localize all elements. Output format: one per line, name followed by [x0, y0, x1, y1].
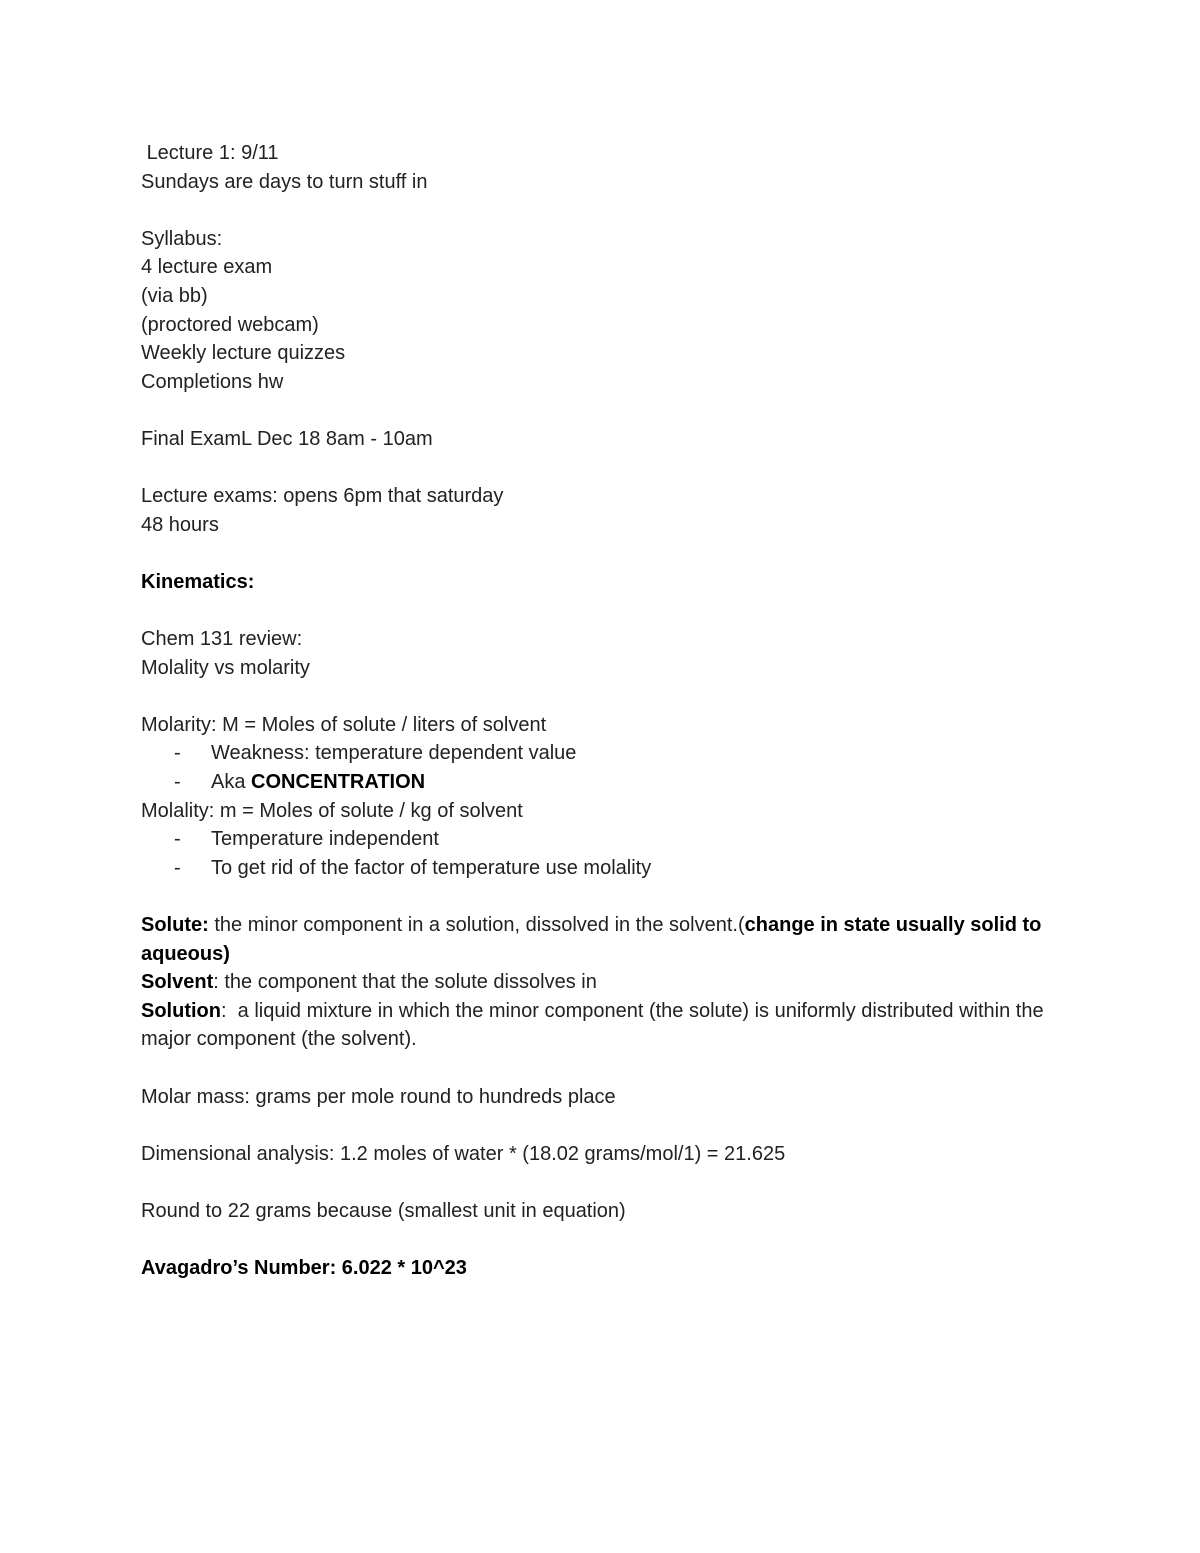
avogadro-line: Avagadro’s Number: 6.022 * 10^23 — [141, 1257, 467, 1280]
molarity-definition: Molarity: M = Moles of solute / liters of solvent — [141, 713, 547, 736]
dimensional-analysis-line: Dimensional analysis: 1.2 moles of water * (18.02 grams/mol/1) = 21.625 — [141, 1142, 786, 1165]
note-line: Weekly lecture quizzes — [141, 342, 346, 365]
bullet-dash: - — [174, 771, 181, 794]
solute-text: the minor component in a solution, dissolved in the solvent.( — [208, 914, 745, 937]
lecture-title: Lecture 1: 9/11 — [141, 142, 279, 164]
note-line: Chem 131 review: — [141, 628, 303, 651]
list-item — [141, 825, 1071, 854]
list-item — [141, 739, 1071, 768]
blank-line — [141, 196, 1071, 225]
blank-line — [141, 1054, 1071, 1083]
bullet-dash: - — [174, 828, 181, 851]
note-line: 48 hours — [141, 513, 219, 536]
document-page — [141, 139, 1071, 1283]
solute-definition — [141, 911, 1071, 968]
note-line: (via bb) — [141, 284, 208, 307]
solvent-label: Solvent — [141, 971, 214, 994]
blank-line — [141, 396, 1071, 425]
solute-bold-tail: change in state usually solid to aqueous) — [141, 914, 1047, 965]
syllabus-heading: Syllabus: — [141, 227, 223, 250]
list-item-text: Aka — [211, 771, 252, 794]
note-line: 4 lecture exam — [141, 256, 273, 279]
blank-line — [141, 1168, 1071, 1197]
rounding-line: Round to 22 grams because (smallest unit in equation) — [141, 1199, 626, 1222]
blank-line — [141, 1226, 1071, 1255]
solution-text: : a liquid mixture in which the minor component (the solute) is uniformly distributed within the major component (the solvent). — [141, 999, 1050, 1051]
list-item-text: Temperature independent — [211, 828, 439, 851]
list-item-text: Weakness: temperature dependent value — [211, 742, 577, 765]
note-line: Sundays are days to turn stuff in — [141, 170, 428, 193]
solvent-text: : the component that the solute dissolves in — [213, 971, 597, 994]
bullet-dash: - — [174, 742, 181, 765]
solute-label: Solute: — [141, 914, 209, 937]
blank-line — [141, 682, 1071, 711]
list-item — [141, 768, 1071, 797]
molarity-bullets — [141, 739, 1071, 796]
molality-definition: Molality: m = Moles of solute / kg of solvent — [141, 799, 523, 822]
blank-line — [141, 1111, 1071, 1140]
final-exam-line: Final ExamL Dec 18 8am - 10am — [141, 427, 433, 450]
solution-label: Solution — [141, 999, 221, 1022]
blank-line — [141, 597, 1071, 626]
note-line: (proctored webcam) — [141, 313, 319, 336]
list-item — [141, 854, 1071, 883]
note-line: Completions hw — [141, 370, 284, 393]
blank-line — [141, 539, 1071, 568]
solution-definition — [141, 997, 1071, 1054]
solvent-definition — [141, 968, 1071, 997]
note-line: Molality vs molarity — [141, 656, 310, 679]
note-line: Lecture exams: opens 6pm that saturday — [141, 485, 504, 508]
molality-bullets — [141, 825, 1071, 882]
kinematics-heading: Kinematics: — [141, 570, 255, 593]
molar-mass-line: Molar mass: grams per mole round to hundreds place — [141, 1085, 616, 1108]
blank-line — [141, 454, 1071, 483]
concentration-bold: CONCENTRATION — [251, 771, 426, 794]
list-item-text: To get rid of the factor of temperature use molality — [211, 856, 652, 879]
blank-line — [141, 882, 1071, 911]
bullet-dash: - — [174, 856, 181, 879]
